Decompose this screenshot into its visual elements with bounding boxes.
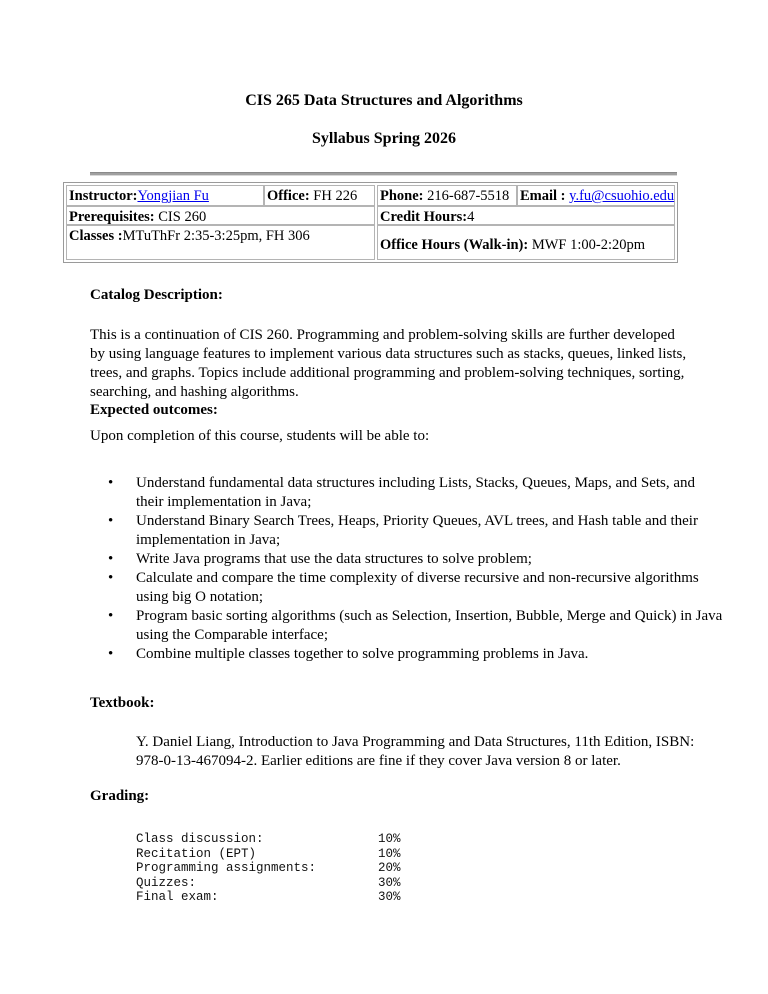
textbook-heading: Textbook:	[90, 695, 155, 711]
grade-row: Programming assignments: 20%	[136, 861, 401, 875]
credit-hours-value: 4	[467, 209, 475, 225]
list-item: • Write Java programs that use the data structures to solve problem;	[136, 550, 726, 569]
outcomes-heading: Expected outcomes:	[90, 402, 218, 418]
list-item: • Understand fundamental data structures including Lists, Stacks, Queues, Maps, and Sets, and their implementation in Java;	[136, 474, 726, 512]
classes-label: Classes :	[69, 228, 123, 244]
grade-row: Final exam: 30%	[136, 890, 401, 904]
textbook-text: Y. Daniel Liang, Introduction to Java Programming and Data Structures, 11th Edition, ISBN: 978-0-13-467094-2. Earlier editions are fine if they cover Java version 8 or later.	[136, 734, 695, 769]
horizontal-rule	[90, 172, 677, 176]
outcomes-list	[90, 474, 726, 664]
phone-value: 216-687-5518	[423, 188, 510, 204]
course-title: CIS 265 Data Structures and Algorithms	[245, 92, 523, 109]
office-cell	[264, 185, 375, 206]
prerequisites-label: Prerequisites:	[69, 209, 155, 225]
email-cell	[517, 185, 675, 206]
catalog-description: This is a continuation of CIS 260. Programming and problem-solving skills are further developed by using language features to implement various data structures such as stacks, queues, linked lists, trees, and graphs. Topics include additional programming and problem-solving techniques, sorting, searching, and hashing algorithms.	[90, 327, 687, 400]
list-item: • Calculate and compare the time complexity of diverse recursive and non-recursive algorithms using big O notation;	[136, 569, 726, 607]
classes-value: MTuThFr 2:35-3:25pm, FH 306	[122, 228, 310, 244]
grading-heading: Grading:	[90, 788, 150, 804]
credit-hours-cell	[377, 206, 675, 225]
instructor-link[interactable]: Yongjian Fu	[137, 188, 209, 204]
credit-hours-label: Credit Hours:	[380, 209, 468, 225]
list-item: • Program basic sorting algorithms (such as Selection, Insertion, Bubble, Merge and Quick) in Java using the Comparable interface;	[136, 607, 726, 645]
syllabus-term: Syllabus Spring 2026	[311, 130, 457, 147]
outcomes-intro: Upon completion of this course, students will be able to:	[90, 428, 430, 444]
email-label: Email :	[520, 188, 566, 204]
office-hours-value: MWF 1:00-2:20pm	[528, 237, 646, 253]
classes-cell	[66, 225, 375, 260]
email-link[interactable]: y.fu@csuohio.edu	[569, 188, 675, 204]
grade-row: Recitation (EPT) 10%	[136, 846, 401, 861]
instructor-label: Instructor:	[69, 188, 138, 204]
office-hours-cell	[377, 225, 675, 260]
grading-table	[136, 832, 401, 905]
grade-row: Quizzes: 30%	[136, 875, 401, 890]
office-value: FH 226	[309, 188, 358, 204]
list-item: • Combine multiple classes together to solve programming problems in Java.	[136, 645, 726, 664]
office-label: Office:	[267, 188, 310, 204]
office-hours-label: Office Hours (Walk-in):	[380, 237, 529, 253]
list-item: • Understand Binary Search Trees, Heaps, Priority Queues, AVL trees, and Hash table and their implementation in Java;	[136, 512, 726, 550]
phone-label: Phone:	[380, 188, 424, 204]
prerequisites-value: CIS 260	[154, 209, 207, 225]
catalog-heading: Catalog Description:	[90, 287, 223, 303]
grade-row: Class discussion: 10%	[136, 832, 401, 846]
instructor-cell	[66, 185, 264, 206]
prerequisites-cell	[66, 206, 375, 225]
phone-cell	[377, 185, 517, 206]
course-info-table	[63, 182, 678, 263]
